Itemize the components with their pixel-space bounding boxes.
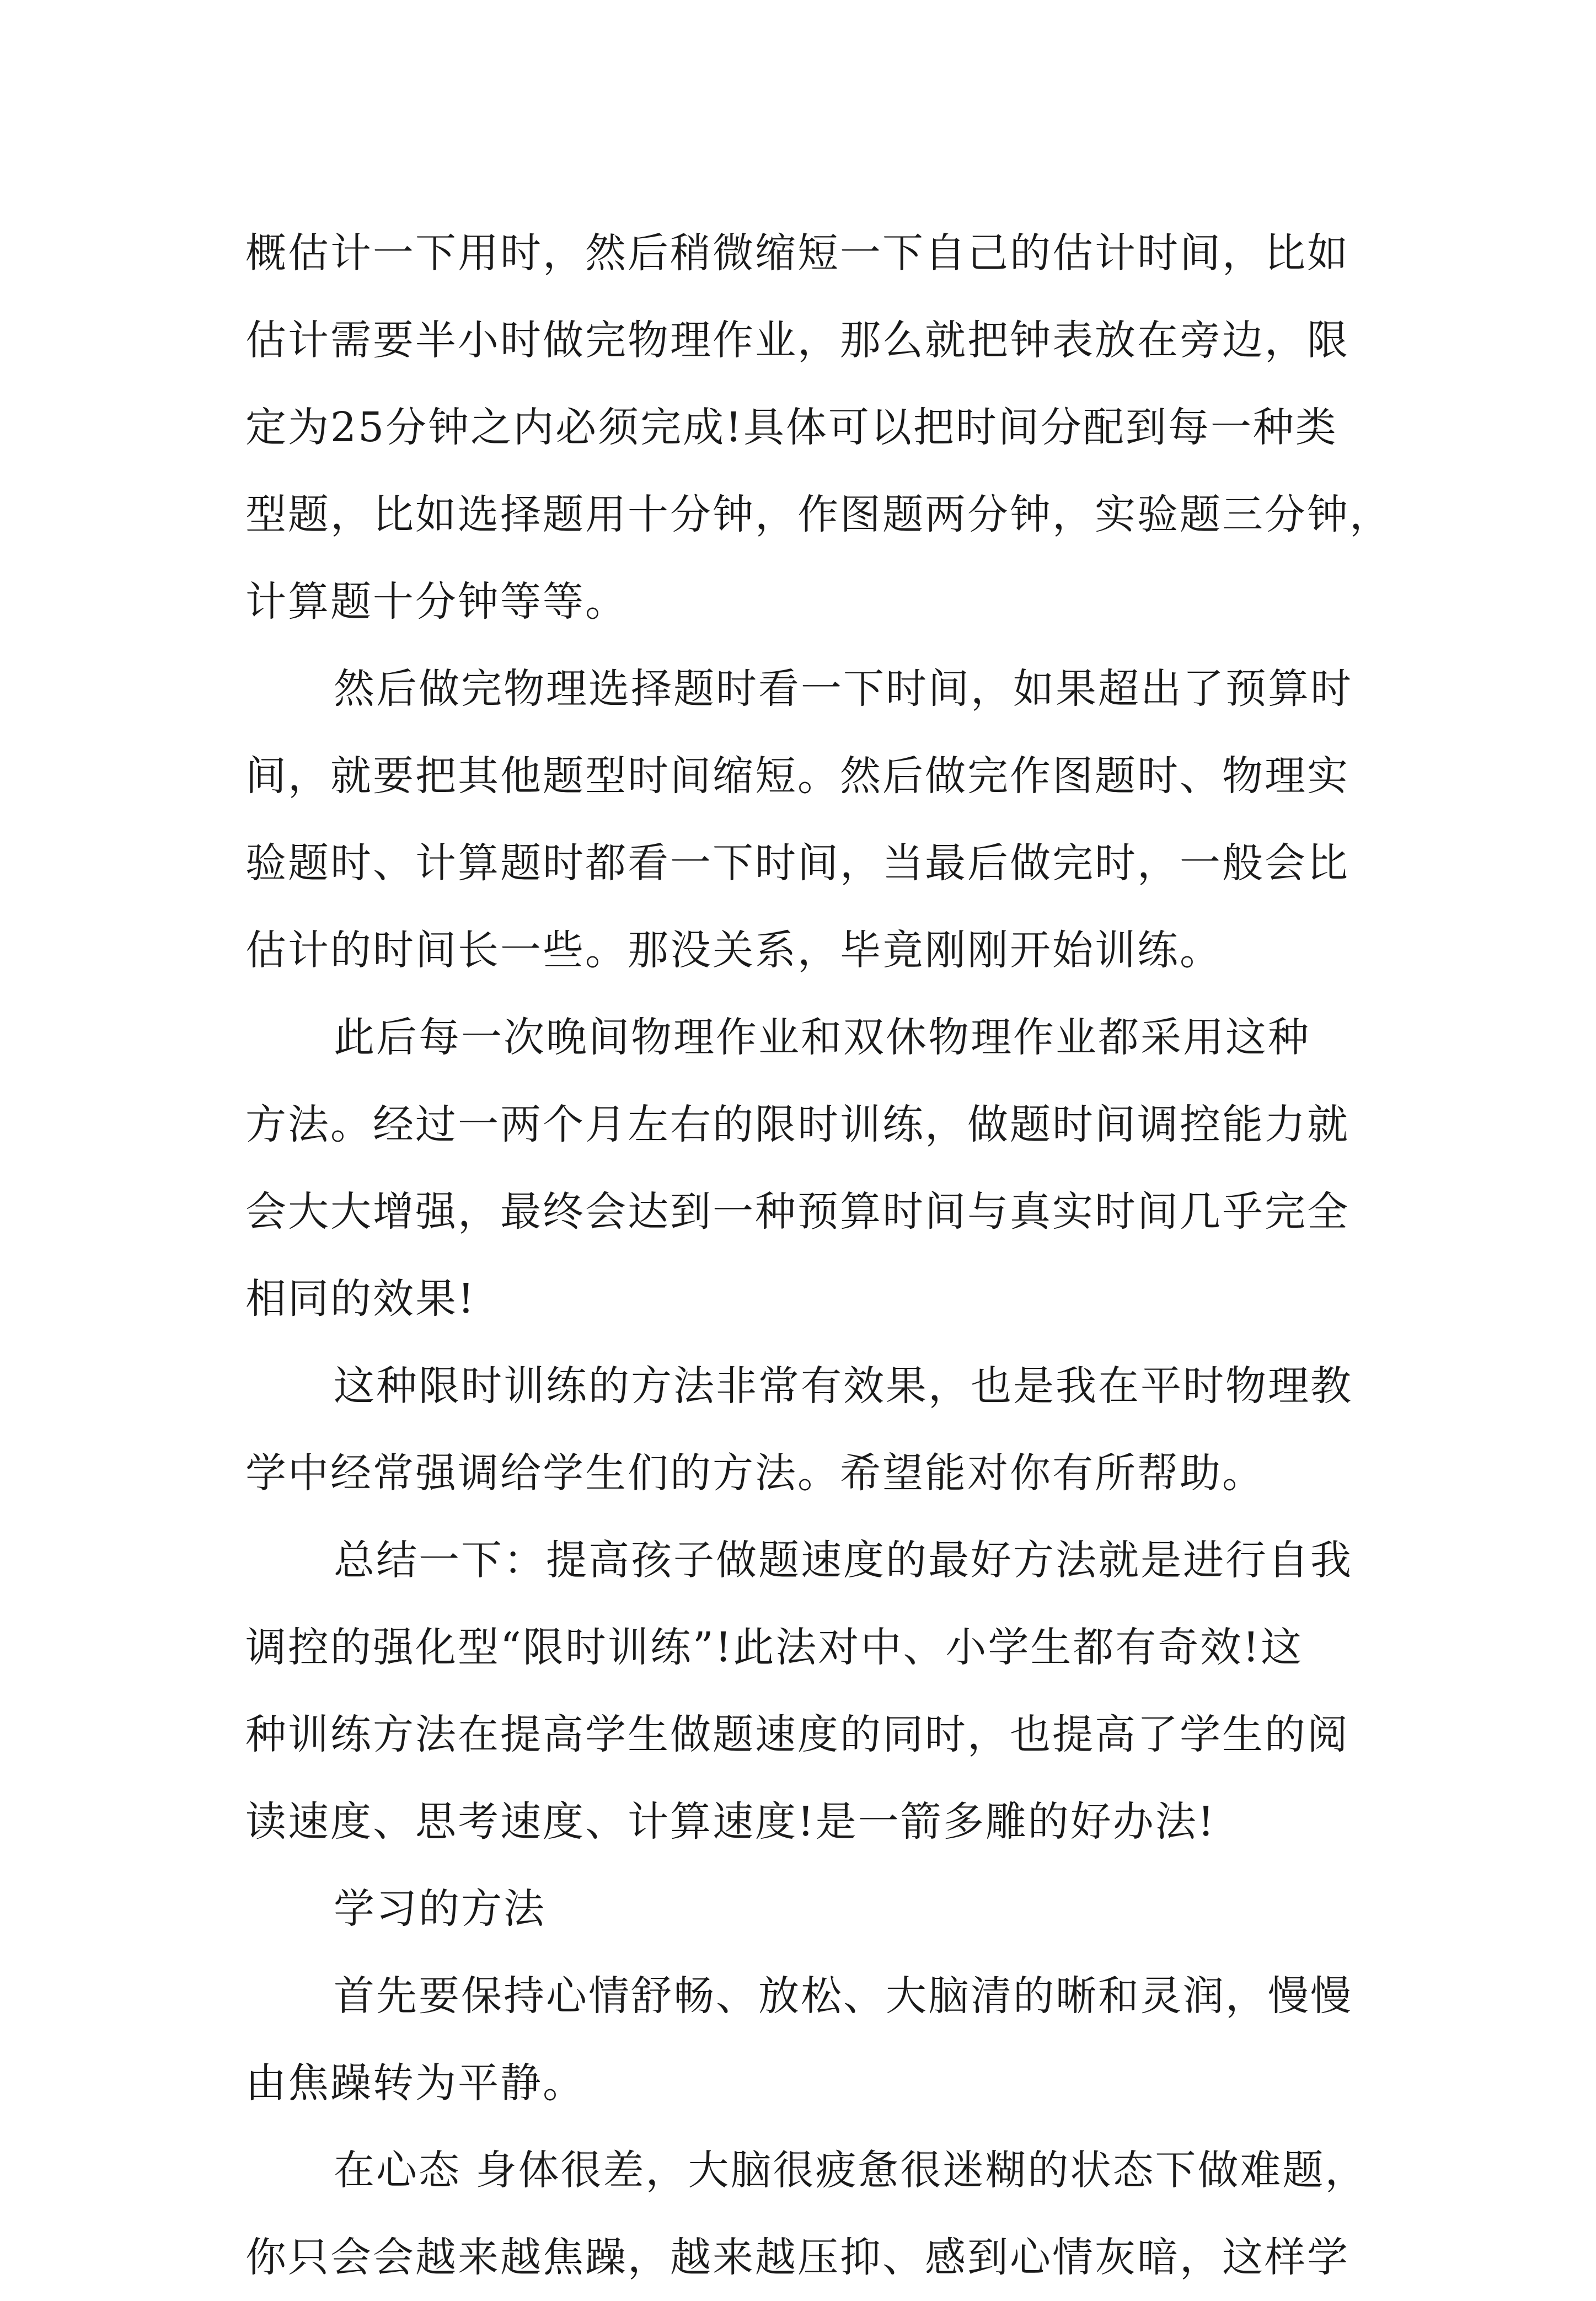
text-line: 估计需要半小时做完物理作业，那么就把钟表放在旁边，限	[245, 317, 1349, 364]
text-line: 由焦躁转为平静。	[245, 2059, 585, 2107]
text-line: 方法。经过一两个月左右的限时训练，做题时间调控能力就	[245, 1101, 1349, 1148]
text-line: 验题时、计算题时都看一下时间，当最后做完时，一般会比	[245, 839, 1349, 887]
text-line: 在心态 身体很差，大脑很疲惫很迷糊的状态下做难题，	[334, 2147, 1368, 2194]
text-line: 估计的时间长一些。那没关系，毕竟刚刚开始训练。	[245, 927, 1222, 974]
text-line: 型题，比如选择题用十分钟，作图题两分钟，实验题三分钟，	[245, 491, 1392, 538]
text-line: 调控的强化型“限时训练”!此法对中、小学生都有奇效!这	[245, 1624, 1304, 1671]
text-line: 种训练方法在提高学生做题速度的同时，也提高了学生的阅	[245, 1711, 1349, 1758]
text-line: 此后每一次晚间物理作业和双休物理作业都采用这种	[334, 1014, 1310, 1061]
text-line: 这种限时训练的方法非常有效果，也是我在平时物理教	[334, 1362, 1353, 1410]
document-body	[245, 210, 1392, 2301]
text-line: 概估计一下用时，然后稍微缩短一下自己的估计时间，比如	[245, 229, 1349, 277]
text-line: 总结一下：提高孩子做题速度的最好方法就是进行自我	[334, 1537, 1353, 1584]
text-line: 学习的方法	[334, 1885, 546, 1933]
text-line: 计算题十分钟等等。	[245, 578, 628, 625]
text-line: 定为25分钟之内必须完成!具体可以把时间分配到每一种类	[245, 404, 1338, 451]
text-line: 会大大增强，最终会达到一种预算时间与真实时间几乎完全	[245, 1188, 1349, 1235]
text-line: 间，就要把其他题型时间缩短。然后做完作图题时、物理实	[245, 752, 1349, 800]
text-line: 相同的效果!	[245, 1275, 476, 1323]
text-line: 你只会会越来越焦躁，越来越压抑、感到心情灰暗，这样学	[245, 2234, 1349, 2281]
text-line: 读速度、思考速度、计算速度!是一箭多雕的好办法!	[245, 1798, 1216, 1845]
text-line: 首先要保持心情舒畅、放松、大脑清的晰和灵润，慢慢	[334, 1972, 1353, 2020]
text-line: 学中经常强调给学生们的方法。希望能对你有所帮助。	[245, 1449, 1265, 1497]
text-line: 然后做完物理选择题时看一下时间，如果超出了预算时	[334, 665, 1353, 713]
